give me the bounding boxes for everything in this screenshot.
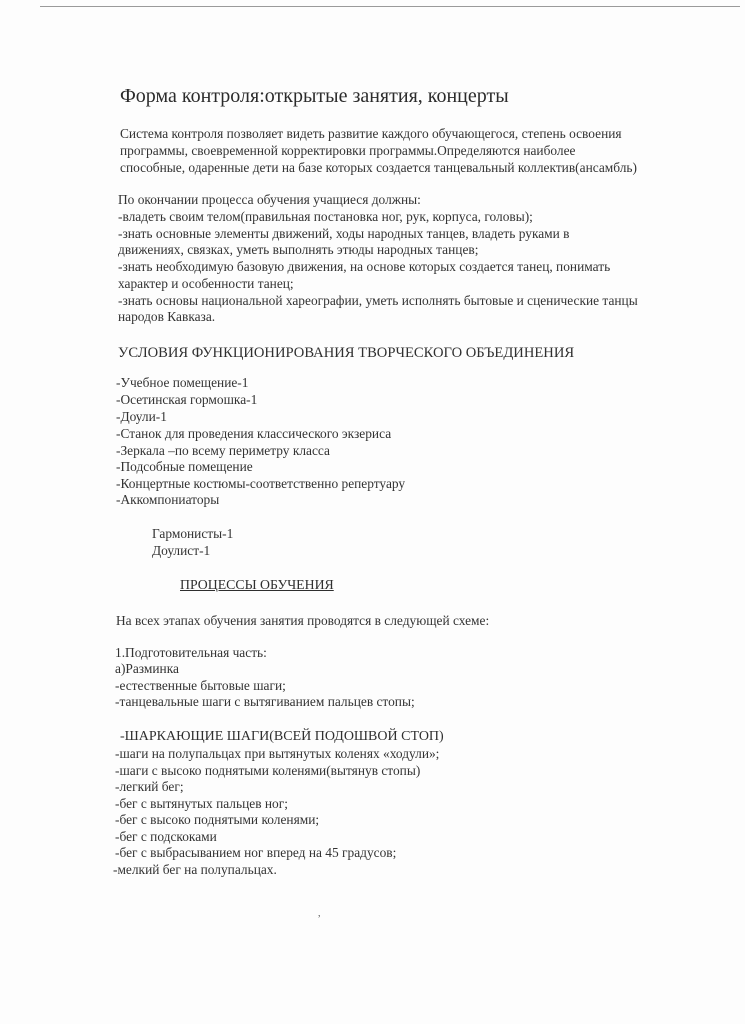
list-item: Доулист-1 (152, 543, 211, 558)
list-item: характер и особенности танец; (118, 276, 294, 291)
list-item: -Аккомпониаторы (116, 492, 220, 507)
list-item: народов Кавказа. (118, 309, 216, 324)
list-item: -Станок для проведения классического экзериса (116, 426, 392, 441)
list-item: -танцевальные шаги с вытягиванием пальцев стопы; (115, 694, 415, 709)
scheme-intro: На всех этапах обучения занятия проводятся в следующей схеме: (116, 613, 490, 628)
list-item: а)Разминка (115, 661, 179, 676)
stray-mark: , (318, 908, 321, 919)
list-item: -мелкий бег на полупальцах. (113, 862, 277, 877)
list-item: -бег с высоко поднятыми коленями; (115, 812, 320, 827)
list-item: -бег с вытянутых пальцев ног; (115, 796, 288, 811)
list-item: -Учебное помещение-1 (116, 375, 249, 390)
list-item: -естественные бытовые шаги; (115, 678, 286, 693)
list-item: -шаги с высоко поднятыми коленями(вытянув стопы) (115, 763, 421, 778)
list-item: -Концертные костюмы-соответственно репертуару (116, 476, 406, 491)
list-item: -знать основы национальной хареографии, уметь исполнять бытовые и сценические танцы (118, 293, 638, 308)
list-item: -Осетинская гормошка-1 (116, 392, 258, 407)
paragraph-line: способные, одаренные дети на базе которых создается танцевальный коллектив(ансамбль) (120, 160, 637, 175)
list-item: -владеть своим телом(правильная постановка ног, рук, корпуса, головы); (118, 209, 533, 224)
list-item: 1.Подготовительная часть: (115, 645, 267, 660)
list-item: -Доули-1 (116, 409, 167, 424)
conditions-heading: УСЛОВИЯ ФУНКЦИОНИРОВАНИЯ ТВОРЧЕСКОГО ОБЪЕДИНЕНИЯ (118, 345, 575, 361)
list-item: -знать основные элементы движений, ходы народных танцев, владеть руками в (118, 226, 570, 241)
list-item: движениях, связках, уметь выполнять этюды народных танцев; (118, 242, 479, 257)
shuffle-heading: -ШАРКАЮЩИЕ ШАГИ(ВСЕЙ ПОДОШВОЙ СТОП) (120, 729, 444, 744)
page-title: Форма контроля:открытые занятия, концерты (120, 85, 509, 107)
list-item: -Зеркала –по всему периметру класса (116, 443, 330, 458)
list-item: -шаги на полупальцах при вытянутых коленях «ходули»; (115, 746, 440, 761)
processes-heading: ПРОЦЕССЫ ОБУЧЕНИЯ (180, 577, 334, 592)
list-item: -Подсобные помещение (116, 459, 253, 474)
outcomes-intro: По окончании процесса обучения учащиеся должны: (118, 192, 421, 207)
paragraph-line: Система контроля позволяет видеть развитие каждого обучающегося, степень освоения (120, 126, 622, 141)
list-item: -знать необходимую базовую движения, на основе которых создается танец, понимать (118, 259, 611, 274)
paragraph-line: программы, своевременной корректировки программы.Определяются наиболее (120, 143, 576, 158)
list-item: Гармонисты-1 (152, 526, 234, 541)
scan-edge (40, 6, 740, 7)
list-item: -легкий бег; (115, 779, 184, 794)
list-item: -бег с подскоками (115, 829, 217, 844)
list-item: -бег с выбрасыванием ног вперед на 45 градусов; (115, 845, 397, 860)
